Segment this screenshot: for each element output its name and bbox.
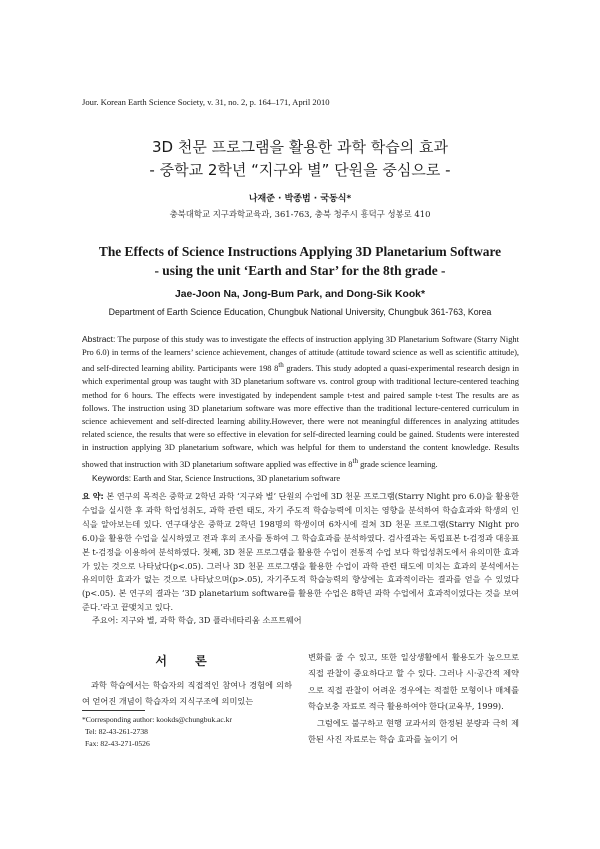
english-affiliation: Department of Earth Science Education, Chungbuk National University, Chungbuk 361-763, Korea [108, 307, 492, 317]
intro-left-column [82, 677, 292, 710]
korean-keywords [92, 615, 519, 626]
intro-paragraph: 과학 학습에서는 학습자의 직접적인 참여나 경험에 의하여 얻어진 개념이 학습자의 지식구조에 의미있는 [82, 680, 292, 707]
keywords-text: Earth and Star, Science Instructions, 3D planetarium software [131, 474, 341, 483]
korean-keywords-label: 주요어: [92, 615, 119, 625]
intro-right-column [308, 649, 519, 747]
keywords-label: Keywords: [92, 473, 132, 483]
korean-authors: 나재준 · 박종범 · 국동식* [248, 194, 352, 204]
abstract-label: Abstract: [82, 334, 116, 344]
korean-abstract [82, 490, 519, 615]
abstract-text-part3: grade science learning. [357, 458, 438, 469]
korean-abstract-text: 본 연구의 목적은 중학교 2학년 과학 ‘지구와 별’ 단원의 수업에 3D 천문 프로그램(Starry Night pro 6.0)을 활용한 수업을 실시한 후 과학 학업성취도, 과학 관련 태도, 자기 주도적 학습능력에 미치는 영향을 분석하여 학습효과와 학생의 인식을 알아보는데 있다. 연구대상은 중학교 2학년 198명의 학생이며 6차시에 걸쳐 3D 천문 프로그램(Starry Night pro 6.0)을 활용한 수업을 실시하였고 전과 후의 조사를 통하여 그 학습효과를 분석하였다. 검사결과는 독립표본 t-검정과 대응표본 t-검정을 이용하여 분석하였다. 첫째, 3D 천문 프로그램을 활용한 수업이 전통적 수업 보다 학업성취도에서 유의미한 효과가 있는 것으로 나타났다(p<.05). 그러나 3D 천문 프로그램을 활용한 수업이 과학 관련 태도에 미치는 효과의 분석에서는 유의미한 효과가 없는 것으로 나타났으며(p>.05), 자기주도적 학습능력의 향상에는 효과적이라는 결과를 얻을 수 있었다(p<.05). 본 연구의 결과는 ‘3D planetarium software를 활용한 수업은 8학년 과학 수업에서 효과적이었다는 것을 보여준다.’라고 끝맺치고 있다. [82, 491, 519, 613]
korean-title-line1: 3D 천문 프로그램을 활용한 과학 학습의 효과 [151, 138, 449, 156]
intro-paragraph: 변화를 줄 수 있고, 또한 일상생활에서 활용도가 높으므로 직접 관찰이 중요하다고 할 수 있다. 그러나 시·공간적 제약으로 직접 관찰이 어려운 경우에는 적절한 모형이나 매체를 학습보충 자료로 적극 활용하여야 한다(교육부, 1999). [308, 652, 519, 712]
footnote [82, 714, 292, 751]
section-heading-introduction: 서 론 [155, 654, 219, 668]
korean-keywords-text: 지구와 별, 과학 학습, 3D 플라네타리움 소프트웨어 [118, 615, 302, 625]
footnote-divider [82, 710, 145, 711]
korean-abstract-label: 요 약: [82, 491, 104, 501]
journal-reference: Jour. Korean Earth Science Society, v. 31, no. 2, p. 164–171, April 2010 [82, 97, 330, 107]
english-abstract [82, 333, 519, 471]
abstract-superscript-2: th [352, 456, 358, 465]
english-title-line1: The Effects of Science Instructions Applying 3D Planetarium Software [98, 244, 502, 259]
intro-paragraph: 그럼에도 불구하고 현행 교과서의 한정된 분량과 극히 제한된 사진 자료로는 학습 효과를 높이기 어 [308, 717, 519, 745]
english-title-line2: - using the unit ‘Earth and Star’ for the 8th grade - [154, 263, 446, 278]
english-keywords [92, 473, 519, 483]
corresponding-author: *Corresponding author: kookds@chungbuk.ac.kr [82, 715, 232, 724]
korean-affiliation: 충북대학교 지구과학교육과, 361-763, 충북 청주시 흥덕구 성봉로 410 [169, 209, 431, 219]
korean-title-line2: - 중학교 2학년 “지구와 별” 단원을 중심으로 - [149, 161, 451, 179]
abstract-superscript-1: th [278, 361, 284, 370]
english-authors: Jae-Joon Na, Jong-Bum Park, and Dong-Sik Kook* [175, 289, 425, 300]
author-tel: Tel: 82-43-261-2738 [85, 727, 148, 737]
author-fax: Fax: 82-43-271-0526 [85, 739, 150, 749]
abstract-text-part2: graders. This study adopted a quasi-experimental research design in which experimental group was taught with 3D planetarium software vs. control group with traditional lecture-centered teaching method for 6 hours. The effects were investigated by independent sample t-test and paired sample t-test The results are as follows. The instruction using 3D planetarium software was more effective than the traditional lecture-centered curriculum in science achievement and self-directed learning ability.However, there were not meaningful differences in analyzing attitudes related science, the results that were so effective in elevation for self-directed learning could be gained. Students were interested in instruction applying 3D planetarium software, which was helpful for them to understand the content knowledge. Results showed that instruction with 3D planetarium software applied was effective in 8 [82, 363, 519, 469]
abstract-text-part1: The purpose of this study was to investigate the effects of instruction applying 3D Planetarium Software (Starry Night Pro 6.0) in terms of the learners’ science achievement, changes of attitude (attitude toward science as well as scientific attitude), and self-directed learning ability. Participants were 198 8 [82, 334, 519, 374]
